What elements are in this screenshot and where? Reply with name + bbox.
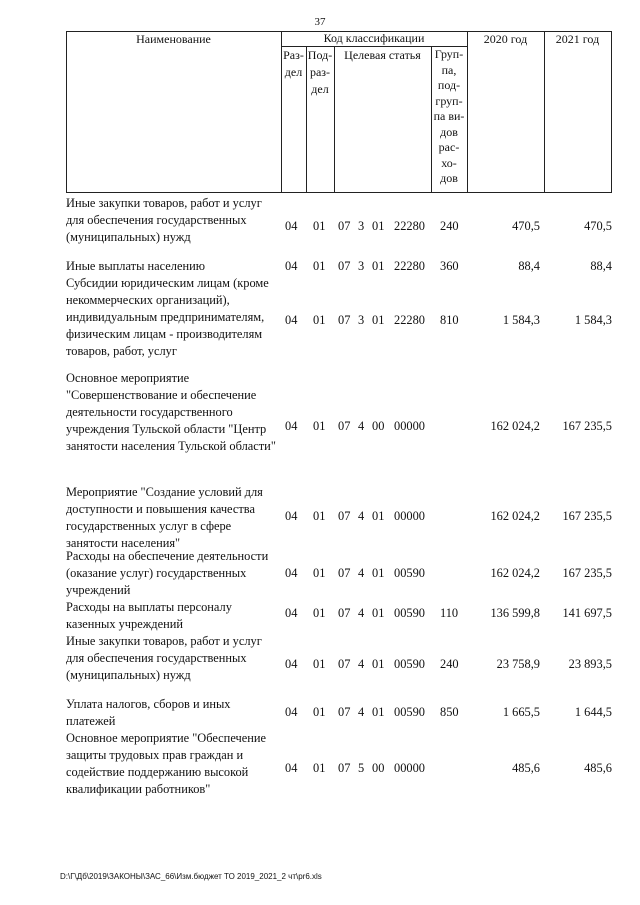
row-razdel: 04 [285, 566, 298, 580]
row-name: Основное мероприятие "Совершенствование и обеспечение деятельности государственного учреждения Тульской области "Центр занятости населения Тульской области" [66, 371, 276, 453]
header-col-line [611, 31, 612, 193]
row-target-direction: 00590 [394, 705, 425, 719]
header-group: Груп- па, под- груп- па ви- дов рас- хо- дов [433, 47, 465, 185]
row-target-program: 07 [338, 705, 351, 719]
row-podrazdel: 01 [313, 419, 326, 433]
header-col-line [544, 31, 545, 193]
row-amount-2021: 167 235,5 [562, 509, 612, 523]
row-target-program: 07 [338, 313, 351, 327]
row-amount-2021: 485,6 [584, 761, 612, 775]
row-amount-2021: 167 235,5 [562, 566, 612, 580]
row-podrazdel: 01 [313, 219, 326, 233]
row-expense-group: 810 [440, 313, 459, 327]
row-target-direction: 00590 [394, 606, 425, 620]
row-podrazdel: 01 [313, 606, 326, 620]
row-podrazdel: 01 [313, 566, 326, 580]
row-razdel: 04 [285, 657, 298, 671]
row-amount-2020: 136 599,8 [490, 606, 540, 620]
row-target-program: 07 [338, 509, 351, 523]
row-target-subprogram: 5 [358, 761, 365, 775]
row-podrazdel: 01 [313, 761, 326, 775]
row-target-event: 00 [372, 419, 385, 433]
row-name: Расходы на обеспечение деятельности (оказание услуг) государственных учреждений [66, 549, 269, 597]
row-target-direction: 00000 [394, 509, 425, 523]
row-name: Уплата налогов, сборов и иных платежей [66, 697, 231, 728]
row-target-subprogram: 3 [358, 313, 365, 327]
row-target-program: 07 [338, 606, 351, 620]
row-name: Расходы на выплаты персоналу казенных учреждений [66, 600, 232, 631]
row-amount-2021: 1 584,3 [574, 313, 612, 327]
row-amount-2020: 162 024,2 [490, 566, 540, 580]
header-podrazdel: Под- раз- дел [307, 48, 333, 96]
header-col-line [66, 31, 67, 193]
row-amount-2021: 1 644,5 [574, 705, 612, 719]
row-amount-2021: 141 697,5 [562, 606, 612, 620]
row-target-subprogram: 4 [358, 419, 365, 433]
row-razdel: 04 [285, 419, 298, 433]
row-amount-2020: 88,4 [518, 259, 540, 273]
row-razdel: 04 [285, 313, 298, 327]
row-razdel: 04 [285, 761, 298, 775]
header-razdel: Раз- дел [283, 48, 304, 79]
row-amount-2021: 470,5 [584, 219, 612, 233]
row-razdel: 04 [285, 509, 298, 523]
row-name: Мероприятие "Создание условий для доступности и повышения качества государственных услуг в сфере занятости населения" [66, 485, 263, 550]
row-amount-2020: 162 024,2 [490, 419, 540, 433]
row-target-direction: 00000 [394, 761, 425, 775]
row-name: Основное мероприятие "Обеспечение защиты трудовых прав граждан и содействие поддержанию высокой квалификации работников" [66, 731, 266, 796]
row-name: Субсидии юридическим лицам (кроме некоммерческих организаций), индивидуальным предпринимателям, физическим лицам - производителям товаров, работ, услуг [66, 276, 269, 358]
row-target-program: 07 [338, 761, 351, 775]
header-year-2021: 2021 год [555, 32, 600, 46]
row-target-event: 01 [372, 566, 385, 580]
row-target-direction: 00590 [394, 566, 425, 580]
row-target-subprogram: 3 [358, 259, 365, 273]
row-target-program: 07 [338, 566, 351, 580]
row-amount-2020: 1 584,3 [502, 313, 540, 327]
row-amount-2020: 162 024,2 [490, 509, 540, 523]
header-col-line [334, 46, 335, 193]
row-podrazdel: 01 [313, 705, 326, 719]
row-amount-2021: 88,4 [590, 259, 612, 273]
row-target-event: 00 [372, 761, 385, 775]
row-target-event: 01 [372, 657, 385, 671]
row-target-subprogram: 4 [358, 657, 365, 671]
row-amount-2020: 470,5 [512, 219, 540, 233]
row-amount-2021: 167 235,5 [562, 419, 612, 433]
row-expense-group: 110 [440, 606, 459, 620]
row-target-program: 07 [338, 219, 351, 233]
header-target: Целевая статья [344, 48, 421, 62]
row-podrazdel: 01 [313, 259, 326, 273]
header-year-2020: 2020 год [483, 32, 528, 46]
row-expense-group: 360 [440, 259, 459, 273]
row-target-subprogram: 4 [358, 566, 365, 580]
header-classification: Код классификации [323, 31, 425, 45]
row-amount-2020: 23 758,9 [496, 657, 540, 671]
row-razdel: 04 [285, 259, 298, 273]
row-amount-2021: 23 893,5 [568, 657, 612, 671]
header-name: Наименование [136, 32, 211, 46]
row-amount-2020: 485,6 [512, 761, 540, 775]
row-target-direction: 22280 [394, 259, 425, 273]
row-target-direction: 22280 [394, 219, 425, 233]
row-target-program: 07 [338, 419, 351, 433]
row-target-subprogram: 4 [358, 509, 365, 523]
row-razdel: 04 [285, 219, 298, 233]
header-bottom-border [66, 192, 611, 193]
row-target-program: 07 [338, 657, 351, 671]
row-podrazdel: 01 [313, 313, 326, 327]
row-expense-group: 240 [440, 219, 459, 233]
row-expense-group: 240 [440, 657, 459, 671]
row-target-program: 07 [338, 259, 351, 273]
header-col-line [467, 31, 468, 193]
row-podrazdel: 01 [313, 657, 326, 671]
row-target-event: 01 [372, 509, 385, 523]
row-target-event: 01 [372, 219, 385, 233]
row-target-subprogram: 4 [358, 705, 365, 719]
row-target-event: 01 [372, 313, 385, 327]
page-number: 37 [314, 16, 326, 28]
row-target-direction: 22280 [394, 313, 425, 327]
row-target-direction: 00590 [394, 657, 425, 671]
row-name: Иные выплаты населению [66, 259, 205, 273]
row-target-subprogram: 3 [358, 219, 365, 233]
row-razdel: 04 [285, 606, 298, 620]
row-expense-group: 850 [440, 705, 459, 719]
row-razdel: 04 [285, 705, 298, 719]
row-target-direction: 00000 [394, 419, 425, 433]
row-target-event: 01 [372, 606, 385, 620]
row-amount-2020: 1 665,5 [502, 705, 540, 719]
row-target-event: 01 [372, 705, 385, 719]
row-name: Иные закупки товаров, работ и услуг для обеспечения государственных (муниципальных) нужд [66, 196, 262, 244]
row-podrazdel: 01 [313, 509, 326, 523]
row-target-subprogram: 4 [358, 606, 365, 620]
row-name: Иные закупки товаров, работ и услуг для обеспечения государственных (муниципальных) нужд [66, 634, 262, 682]
file-path-footer: D:\Г\Дб\2019\ЗАКОНЫ\ЗАС_66\Изм.бюджет ТО 2019_2021_2 чт\pr6.xls [60, 872, 322, 881]
row-target-event: 01 [372, 259, 385, 273]
